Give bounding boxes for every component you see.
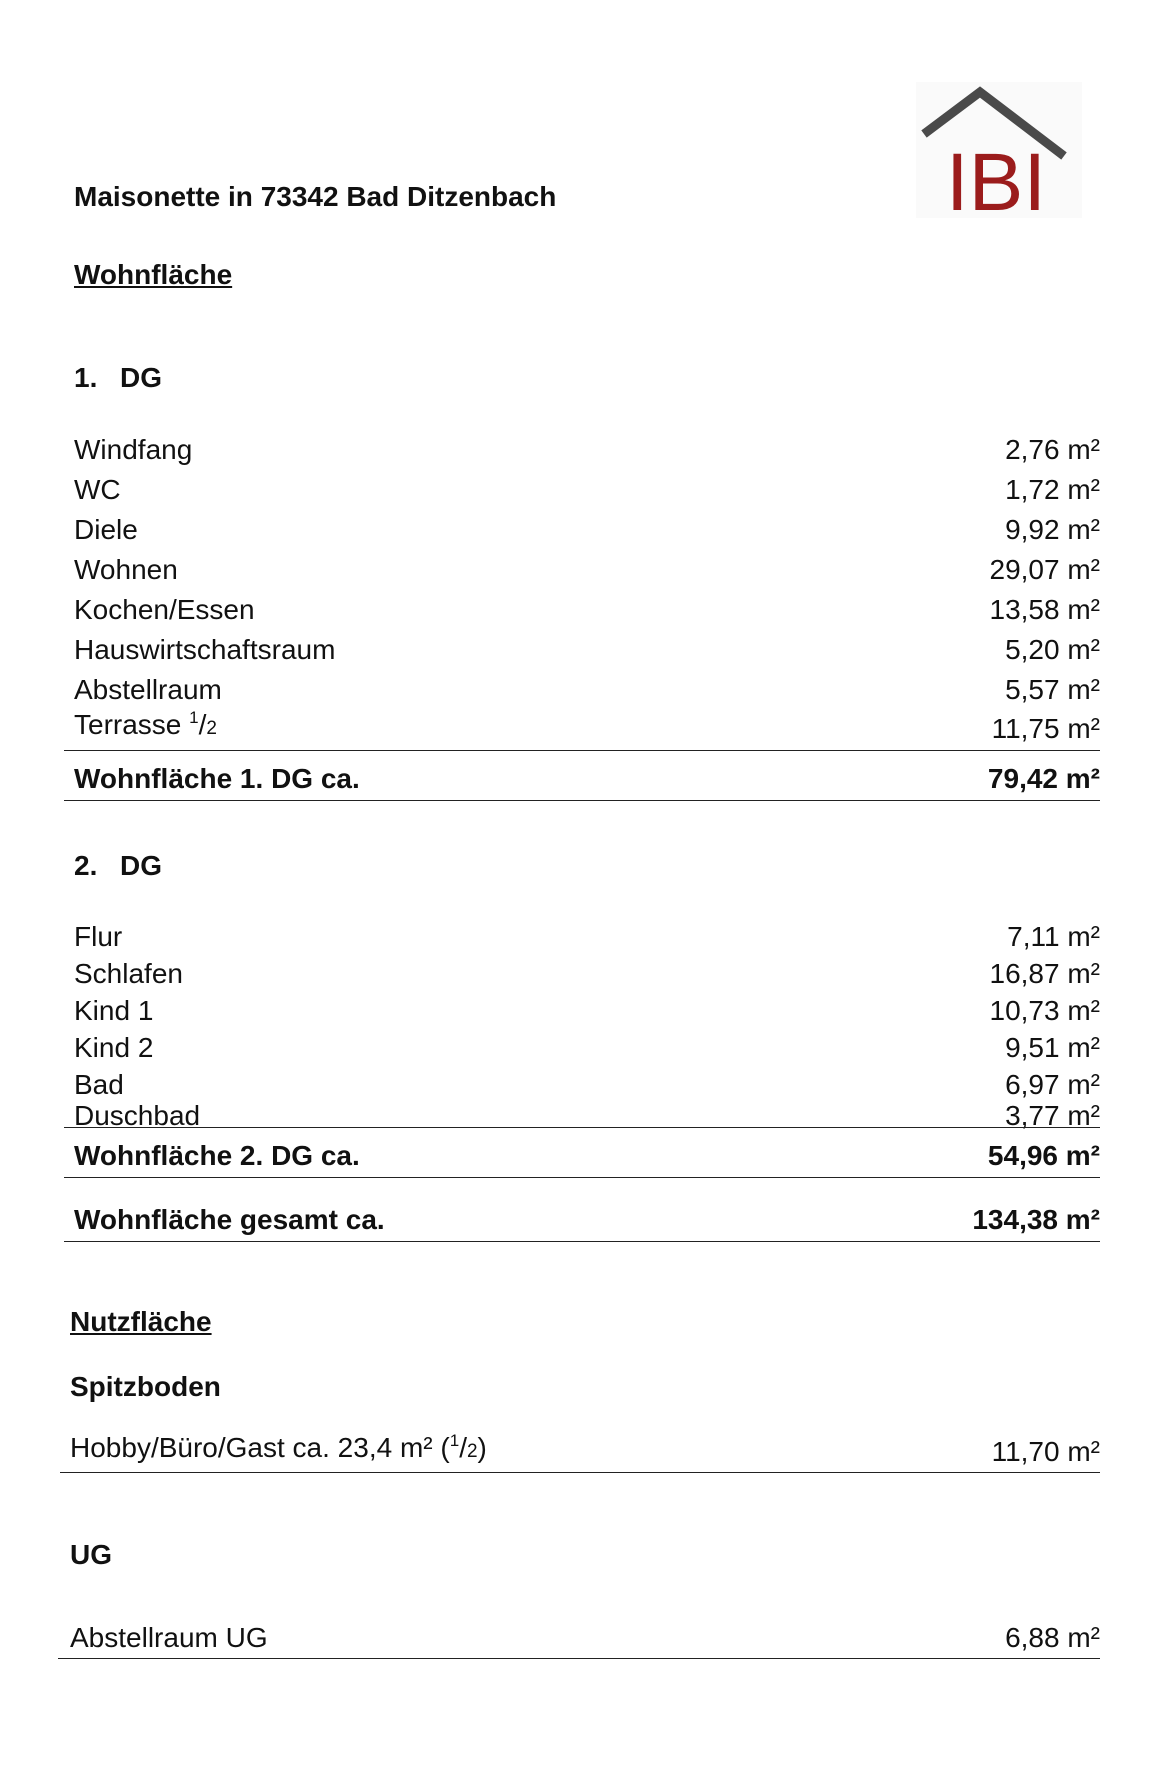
room-name: Diele — [74, 514, 138, 545]
room-name-terrasse: Terrasse $^1$/2 — [74, 708, 217, 740]
room-row — [74, 918, 1100, 956]
ug-heading: UG — [70, 1539, 112, 1570]
total-row-dg2 — [74, 1137, 1100, 1175]
room-area: 13,58 m² — [989, 594, 1100, 625]
ug-row — [70, 1619, 1100, 1657]
room-name: Hauswirtschaftsraum — [74, 634, 336, 665]
room-name: Kochen/Essen — [74, 594, 255, 625]
divider — [64, 800, 1100, 801]
room-name: Duschbad — [74, 1100, 201, 1131]
room-name: Bad — [74, 1069, 124, 1100]
fraction-denominator: 2 — [206, 718, 217, 739]
room-area: 9,51 m² — [1005, 1032, 1100, 1063]
room-name: Schlafen — [74, 958, 183, 989]
room-row — [74, 551, 1100, 589]
room-area: 3,77 m² — [1005, 1100, 1100, 1131]
room-name: Terrasse — [74, 709, 182, 740]
room-row — [74, 1097, 1100, 1135]
spitzboden-label: Hobby/Büro/Gast ca. 23,4 m² ($^1$/2) — [70, 1431, 487, 1463]
fraction-numerator: 1 — [189, 708, 199, 727]
room-area: 7,11 m² — [1007, 921, 1100, 952]
total-label: Wohnfläche 1. DG ca. — [74, 763, 360, 794]
wohnflaeche-heading: Wohnfläche — [74, 259, 233, 290]
dg2-heading-number: 2. — [74, 850, 98, 881]
svg-text:IBI: IBI — [945, 137, 1047, 218]
room-name: Wohnen — [74, 554, 178, 585]
room-row — [74, 992, 1100, 1030]
room-name: Windfang — [74, 434, 193, 465]
spitzboden-heading: Spitzboden — [70, 1371, 221, 1402]
room-row — [74, 1029, 1100, 1067]
closing-paren: ) — [477, 1432, 487, 1463]
room-row — [74, 591, 1100, 629]
room-row — [74, 431, 1100, 469]
divider — [64, 750, 1100, 751]
room-area: 9,92 m² — [1005, 514, 1100, 545]
room-row — [74, 511, 1100, 549]
divider — [64, 1177, 1100, 1178]
ug-label: Abstellraum UG — [70, 1622, 268, 1653]
room-row — [74, 710, 1100, 748]
room-area: 5,20 m² — [1005, 634, 1100, 665]
room-area: 11,75 m² — [991, 713, 1100, 744]
room-name: Kind 1 — [74, 995, 154, 1026]
grand-total-row — [74, 1201, 1100, 1239]
room-area: 1,72 m² — [1005, 474, 1100, 505]
room-area: 16,87 m² — [989, 958, 1100, 989]
room-area: 10,73 m² — [989, 995, 1100, 1026]
room-name: Abstellraum — [74, 674, 222, 705]
fraction-denominator: 2 — [466, 1441, 478, 1462]
total-label: Wohnfläche 2. DG ca. — [74, 1140, 360, 1171]
nutzflaeche-heading: Nutzfläche — [70, 1306, 212, 1337]
grand-total-value: 134,38 m² — [972, 1204, 1100, 1235]
ug-value: 6,88 m² — [1005, 1622, 1100, 1653]
room-area: 5,57 m² — [1005, 674, 1100, 705]
room-name: Flur — [74, 921, 123, 952]
dg2-heading-name: DG — [120, 850, 162, 881]
dg1-heading-name: DG — [120, 362, 162, 393]
grand-total-label: Wohnfläche gesamt ca. — [74, 1204, 385, 1235]
spitzboden-value: 11,70 m² — [991, 1436, 1100, 1467]
dg1-heading-number: 1. — [74, 362, 98, 393]
room-row — [74, 631, 1100, 669]
spitzboden-text: Hobby/Büro/Gast ca. 23,4 m² ( — [70, 1432, 450, 1463]
room-row — [74, 471, 1100, 509]
room-area: 29,07 m² — [989, 554, 1100, 585]
divider — [64, 1241, 1100, 1242]
total-value: 79,42 m² — [987, 763, 1100, 794]
page-title: Maisonette in 73342 Bad Ditzenbach — [74, 181, 557, 212]
fraction-numerator: 1 — [449, 1431, 460, 1450]
room-row — [74, 955, 1100, 993]
spitzboden-row — [70, 1433, 1100, 1471]
divider — [58, 1658, 1100, 1659]
total-value: 54,96 m² — [987, 1140, 1100, 1171]
room-name: Kind 2 — [74, 1032, 154, 1063]
room-area: 2,76 m² — [1005, 434, 1100, 465]
divider — [64, 1127, 1100, 1128]
room-name: WC — [74, 474, 121, 505]
room-row — [74, 671, 1100, 709]
divider — [60, 1472, 1100, 1473]
room-area: 6,97 m² — [1005, 1069, 1100, 1100]
company-logo — [916, 82, 1082, 218]
total-row-dg1 — [74, 760, 1100, 798]
